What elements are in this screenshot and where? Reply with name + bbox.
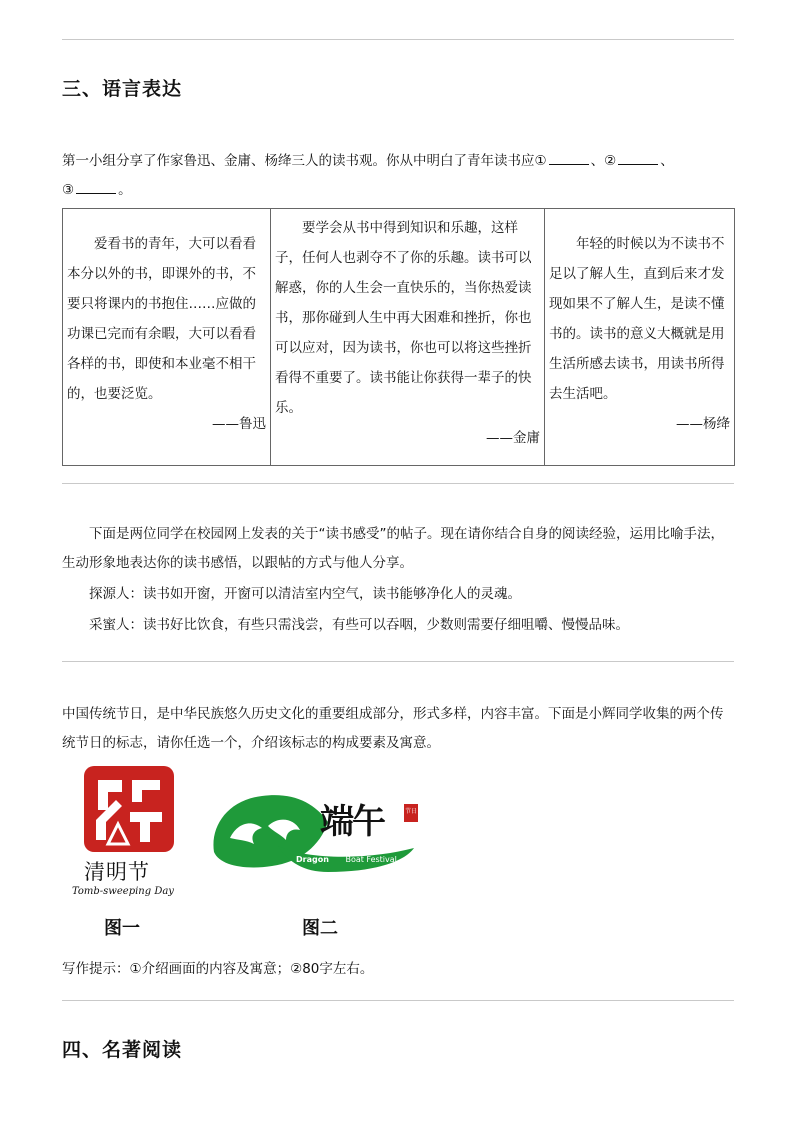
qingming-en: Tomb-sweeping Day [72, 886, 174, 897]
answer-blank-2[interactable] [618, 150, 658, 165]
q1-sep2: 、 [660, 153, 674, 169]
qingming-cn: 清明节 [84, 860, 150, 884]
quote-author: ——鲁迅 [212, 416, 266, 432]
quote-author: ——金庸 [486, 430, 540, 446]
q1-sep1: 、② [590, 153, 617, 169]
quote-cell-yangjiang [545, 209, 735, 466]
qingming-logo [72, 762, 187, 907]
divider [62, 1000, 734, 1001]
quote-text: 年轻的时候以为不读书不足以了解人生，直到后来才发现如果不了解人生，是读不懂书的。读书的意义大概就是用生活所感去读书，用读书所得去生活吧。 [549, 236, 725, 402]
q2-block [62, 520, 734, 640]
q1-line2-prefix: ③ [62, 182, 75, 198]
dragon-boat-stamp: 节日 [404, 808, 417, 815]
q2-post-1: 探源人：读书如开窗，开窗可以清洁室内空气，读书能够净化人的灵魂。 [89, 586, 521, 602]
section3-title: 三、语言表达 [62, 78, 183, 100]
answer-blank-3[interactable] [76, 179, 116, 194]
quotes-table [62, 208, 735, 466]
dragon-boat-en1: Dragon [296, 855, 329, 864]
top-divider [62, 39, 734, 40]
q1-prompt [62, 147, 734, 205]
divider [62, 661, 734, 662]
quote-cell-jinyong [271, 209, 545, 466]
quote-cell-luxun [63, 209, 271, 466]
dragon-boat-icon [208, 786, 424, 882]
figure-2-caption: 图二 [302, 918, 338, 939]
dragon-boat-en2: Boat Festival [345, 855, 397, 864]
dragon-boat-cn: 端午 [320, 802, 384, 842]
q2-post-2: 采蜜人：读书好比饮食，有些只需浅尝，有些可以吞咽，少数则需要仔细咀嚼、慢慢品味。 [89, 617, 629, 633]
quote-author: ——杨绛 [676, 416, 730, 432]
q3-intro: 中国传统节日，是中华民族悠久历史文化的重要组成部分，形式多样，内容丰富。下面是小辉同学收集的两个传统节日的标志，请你任选一个，介绍该标志的构成要素及寓意。 [62, 706, 724, 751]
divider [62, 483, 734, 484]
q1-end: 。 [118, 182, 132, 198]
dragon-boat-en [296, 855, 397, 864]
dragon-boat-logo [208, 786, 424, 882]
figure-1-caption: 图一 [104, 918, 140, 939]
q1-text: 第一小组分享了作家鲁迅、金庸、杨绛三人的读书观。你从中明白了青年读书应① [62, 153, 547, 169]
q2-intro: 下面是两位同学在校园网上发表的关于“读书感受”的帖子。现在请你结合自身的阅读经验，运用比喻手法，生动形象地表达你的读书感悟，以跟帖的方式与他人分享。 [62, 526, 724, 571]
q3-hint: 写作提示：①介绍画面的内容及寓意；②80字左右。 [62, 961, 374, 977]
quote-text: 要学会从书中得到知识和乐趣，这样子，任何人也剥夺不了你的乐趣。读书可以解惑，你的人生会一直快乐的，当你热爱读书，那你碰到人生中再大困难和挫折，你也可以应对，因为读书，你也可以将这些挫折看得不重要了。读书能让你获得一辈子的快乐。 [275, 220, 532, 416]
answer-blank-1[interactable] [549, 150, 589, 165]
quote-text: 爱看书的青年，大可以看看本分以外的书，即课外的书，不要只将课内的书抱住……应做的功课已完而有余暇，大可以看看各样的书，即使和本业毫不相干的，也要泛览。 [67, 236, 256, 402]
section4-title: 四、名著阅读 [62, 1039, 183, 1061]
